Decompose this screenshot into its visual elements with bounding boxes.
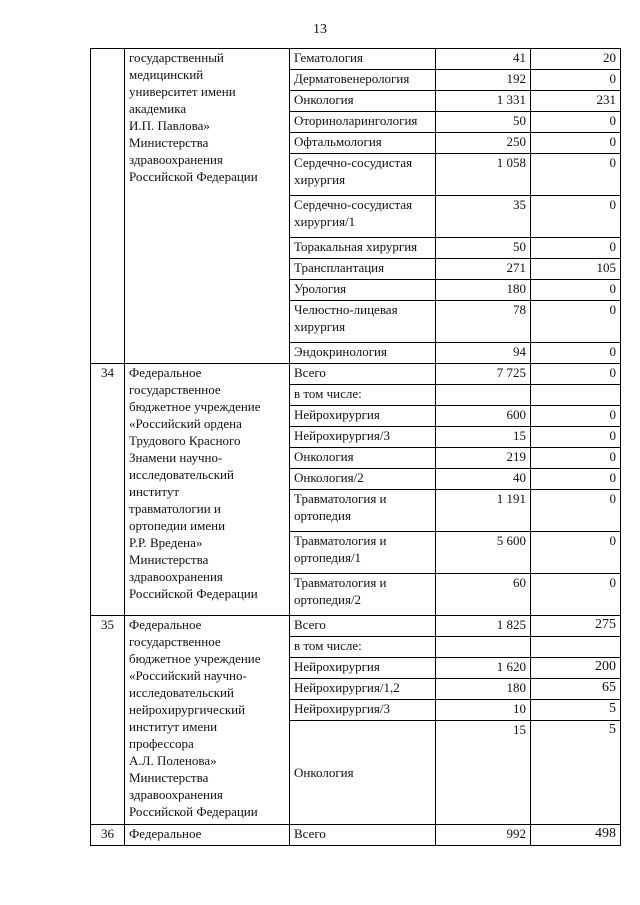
profile-cell: Всего xyxy=(290,616,436,637)
profile-cell: Челюстно-лицевая хирургия xyxy=(290,301,436,343)
value-cell-1: 1 191 xyxy=(436,490,531,532)
profile-cell: Офтальмология xyxy=(290,133,436,154)
profile-cell: Травматология и ортопедия/1 xyxy=(290,532,436,574)
value-cell-2: 0 xyxy=(531,238,621,259)
organization-name: государственный медицинский университет имени академика И.П. Павлова» Министерства здравоохранения Российской Федерации xyxy=(125,49,290,364)
value-cell-1: 180 xyxy=(436,280,531,301)
profile-cell: Онкология xyxy=(290,91,436,112)
table-row xyxy=(91,825,621,846)
value-cell-2: 0 xyxy=(531,532,621,574)
value-cell-2: 5 xyxy=(531,700,621,721)
value-cell-1: 250 xyxy=(436,133,531,154)
profile-cell: Всего xyxy=(290,364,436,385)
value-cell-2: 0 xyxy=(531,343,621,364)
value-cell-1: 1 620 xyxy=(436,658,531,679)
profile-cell: Трансплантация xyxy=(290,259,436,280)
value-cell-2: 65 xyxy=(531,679,621,700)
profile-cell: Травматология и ортопедия xyxy=(290,490,436,532)
value-cell-1: 50 xyxy=(436,112,531,133)
organization-name: Федеральное xyxy=(125,825,290,846)
profile-cell: Нейрохирургия/3 xyxy=(290,427,436,448)
value-cell-2: 0 xyxy=(531,112,621,133)
table-row xyxy=(91,49,621,70)
value-cell-2: 0 xyxy=(531,469,621,490)
profile-cell: Сердечно-сосудистая хирургия xyxy=(290,154,436,196)
value-cell-1: 78 xyxy=(436,301,531,343)
organization-name: Федеральное государственное бюджетное учреждение «Российский ордена Трудового Красного Знамени научно- исследовательский институт травматологии и ортопедии имени Р.Р. Вредена» Министерства здравоохранения Российской Федерации xyxy=(125,364,290,616)
value-cell-2: 200 xyxy=(531,658,621,679)
profile-cell: Урология xyxy=(290,280,436,301)
profile-cell: Сердечно-сосудистая хирургия/1 xyxy=(290,196,436,238)
row-number: 36 xyxy=(91,825,125,846)
value-cell-1: 15 xyxy=(436,721,531,825)
row-number xyxy=(91,49,125,364)
value-cell-1: 1 331 xyxy=(436,91,531,112)
organization-name: Федеральное государственное бюджетное учреждение «Российский научно- исследовательский нейрохирургический институт имени профессора А.Л. Поленова» Министерства здравоохранения Российской Федерации xyxy=(125,616,290,825)
profile-cell: Оториноларингология xyxy=(290,112,436,133)
row-number: 34 xyxy=(91,364,125,616)
value-cell-1: 180 xyxy=(436,679,531,700)
value-cell-1: 5 600 xyxy=(436,532,531,574)
value-cell-1: 7 725 xyxy=(436,364,531,385)
value-cell-1: 35 xyxy=(436,196,531,238)
profile-cell: в том числе: xyxy=(290,385,436,406)
profile-cell: Онкология xyxy=(290,721,436,825)
value-cell-1: 50 xyxy=(436,238,531,259)
profile-cell: Эндокринология xyxy=(290,343,436,364)
value-cell-1: 15 xyxy=(436,427,531,448)
page-number: 13 xyxy=(313,22,327,37)
profile-cell: Нейрохирургия/1,2 xyxy=(290,679,436,700)
value-cell-2: 5 xyxy=(531,721,621,825)
value-cell-2: 275 xyxy=(531,616,621,637)
value-cell-2: 20 xyxy=(531,49,621,70)
value-cell-1: 40 xyxy=(436,469,531,490)
value-cell-1: 94 xyxy=(436,343,531,364)
value-cell-1 xyxy=(436,385,531,406)
profile-cell: Гематология xyxy=(290,49,436,70)
value-cell-1: 192 xyxy=(436,70,531,91)
value-cell-2 xyxy=(531,385,621,406)
value-cell-1: 219 xyxy=(436,448,531,469)
value-cell-2: 498 xyxy=(531,825,621,846)
value-cell-1: 992 xyxy=(436,825,531,846)
value-cell-1: 60 xyxy=(436,574,531,616)
value-cell-1: 271 xyxy=(436,259,531,280)
hospital-capacity-table xyxy=(90,48,621,846)
profile-cell: Всего xyxy=(290,825,436,846)
profile-cell: Нейрохирургия xyxy=(290,406,436,427)
profile-cell: в том числе: xyxy=(290,637,436,658)
value-cell-2: 0 xyxy=(531,448,621,469)
value-cell-2: 0 xyxy=(531,301,621,343)
table-row xyxy=(91,364,621,385)
value-cell-1: 1 058 xyxy=(436,154,531,196)
value-cell-2: 0 xyxy=(531,196,621,238)
value-cell-2: 0 xyxy=(531,427,621,448)
value-cell-2: 0 xyxy=(531,154,621,196)
value-cell-2: 0 xyxy=(531,490,621,532)
value-cell-2: 0 xyxy=(531,70,621,91)
value-cell-1: 1 825 xyxy=(436,616,531,637)
profile-cell: Торакальная хирургия xyxy=(290,238,436,259)
profile-cell: Онкология/2 xyxy=(290,469,436,490)
value-cell-2: 0 xyxy=(531,364,621,385)
value-cell-2: 105 xyxy=(531,259,621,280)
value-cell-2: 0 xyxy=(531,280,621,301)
value-cell-1: 600 xyxy=(436,406,531,427)
value-cell-2: 0 xyxy=(531,406,621,427)
profile-cell: Дерматовенерология xyxy=(290,70,436,91)
profile-cell: Онкология xyxy=(290,448,436,469)
value-cell-2: 0 xyxy=(531,133,621,154)
profile-cell: Травматология и ортопедия/2 xyxy=(290,574,436,616)
value-cell-2: 0 xyxy=(531,574,621,616)
profile-cell: Нейрохирургия xyxy=(290,658,436,679)
value-cell-1 xyxy=(436,637,531,658)
row-number: 35 xyxy=(91,616,125,825)
value-cell-1: 41 xyxy=(436,49,531,70)
value-cell-1: 10 xyxy=(436,700,531,721)
table-row xyxy=(91,616,621,637)
value-cell-2 xyxy=(531,637,621,658)
profile-cell: Нейрохирургия/3 xyxy=(290,700,436,721)
value-cell-2: 231 xyxy=(531,91,621,112)
